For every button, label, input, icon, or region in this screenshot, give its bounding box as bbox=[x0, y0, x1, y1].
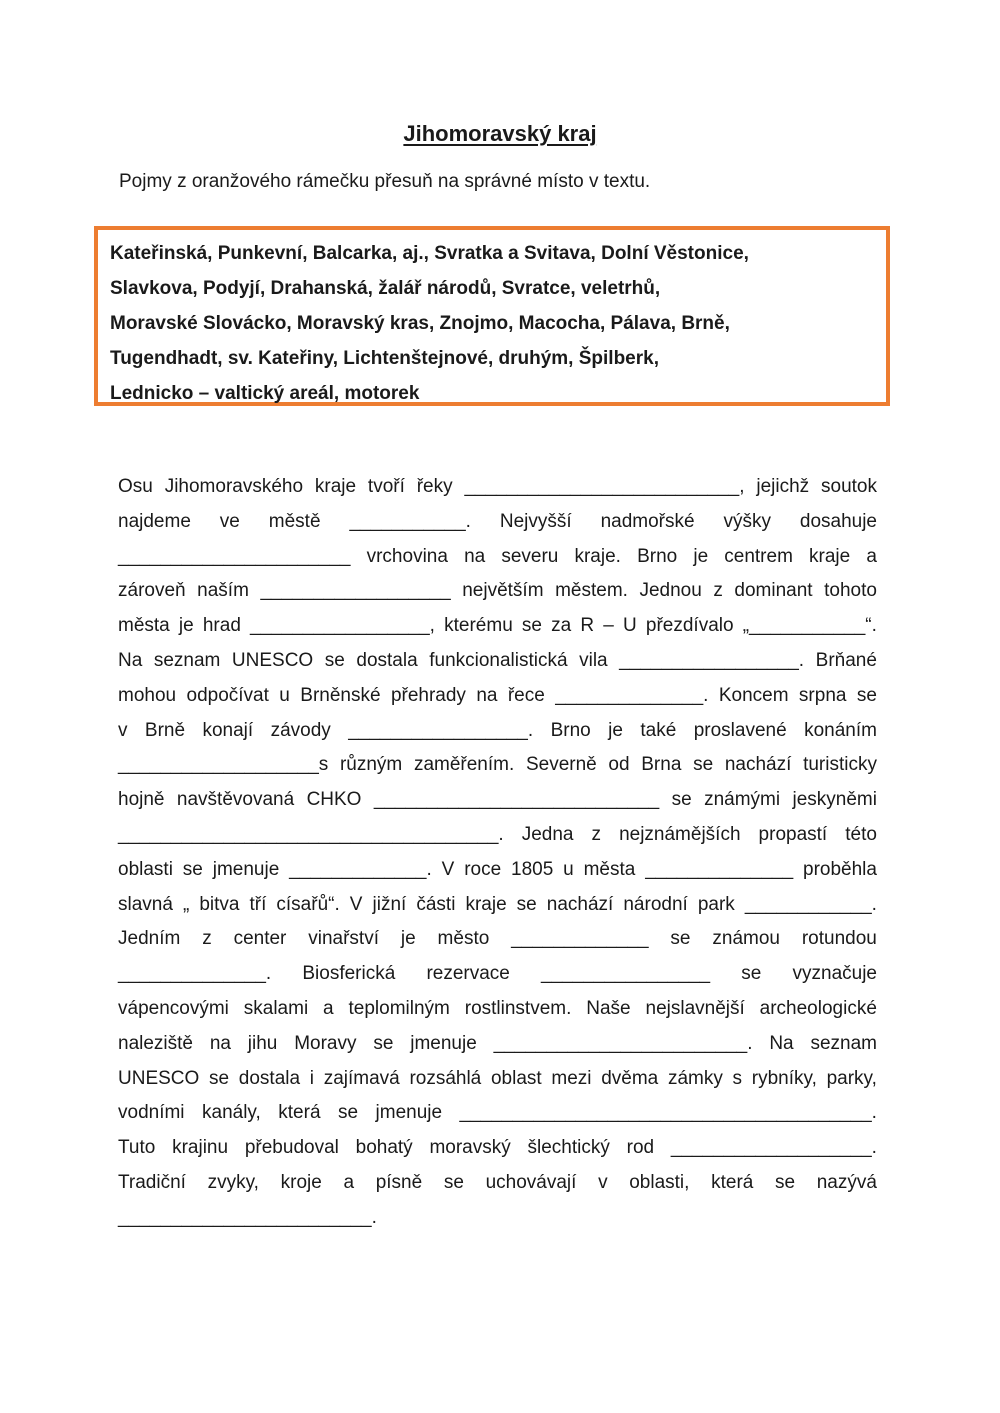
paragraph-line bbox=[118, 957, 877, 992]
paragraph-word: kraje. bbox=[574, 545, 621, 567]
paragraph-word: Naše bbox=[586, 997, 631, 1019]
instruction-text: Pojmy z oranžového rámečku přesuň na správné místo v textu. bbox=[119, 171, 651, 192]
paragraph-word: seznam bbox=[810, 1032, 877, 1054]
paragraph-line bbox=[118, 609, 877, 644]
answer-blank[interactable]: _________________. bbox=[348, 719, 534, 741]
paragraph-word: mohou bbox=[118, 684, 177, 706]
paragraph-word: kanály, bbox=[202, 1102, 261, 1124]
paragraph-word: soutok bbox=[821, 476, 877, 497]
paragraph-word: odpočívat bbox=[186, 684, 269, 706]
paragraph-word: se bbox=[741, 963, 762, 985]
paragraph-word: V bbox=[441, 858, 455, 880]
paragraph-word: hrad bbox=[202, 615, 241, 637]
paragraph-word: dominant bbox=[734, 580, 813, 602]
paragraph-word: dvěma bbox=[601, 1067, 659, 1089]
paragraph-word: „ bbox=[182, 893, 190, 915]
paragraph-word: kraje bbox=[809, 545, 851, 567]
paragraph-word: najdeme bbox=[118, 510, 191, 532]
paragraph-word: parky, bbox=[826, 1067, 877, 1089]
paragraph-word: ve bbox=[219, 510, 240, 532]
paragraph-word: je bbox=[608, 719, 623, 741]
paragraph-word: tvoří bbox=[367, 476, 405, 497]
paragraph-line bbox=[118, 888, 877, 923]
paragraph-word: vila bbox=[579, 649, 608, 671]
paragraph-word: se bbox=[521, 615, 542, 637]
paragraph-word: bohatý bbox=[355, 1137, 413, 1159]
paragraph-word: jihu bbox=[247, 1032, 278, 1054]
paragraph-word: písně bbox=[375, 1171, 423, 1193]
paragraph-word: vinařství bbox=[308, 928, 379, 950]
paragraph-word: oblast bbox=[490, 1067, 542, 1089]
paragraph-line bbox=[118, 853, 877, 888]
paragraph-word: Brno bbox=[637, 545, 678, 567]
paragraph-word: císařů“. bbox=[276, 893, 340, 915]
paragraph-word: v bbox=[598, 1171, 608, 1193]
paragraph-word: CHKO bbox=[306, 789, 362, 811]
answer-blank[interactable]: ______________ bbox=[645, 858, 794, 880]
paragraph-word: město bbox=[437, 928, 490, 950]
paragraph-word: u bbox=[563, 858, 574, 880]
paragraph-word: města bbox=[118, 615, 170, 637]
paragraph-line bbox=[118, 574, 877, 609]
paragraph-word: nachází bbox=[546, 893, 614, 915]
paragraph-line bbox=[118, 748, 877, 783]
paragraph-word: Brně bbox=[144, 719, 186, 741]
paragraph-word: se bbox=[324, 649, 345, 671]
paragraph-word: archeologické bbox=[759, 997, 877, 1019]
paragraph-word: se bbox=[775, 1171, 796, 1193]
paragraph-word: dostala bbox=[238, 1067, 301, 1089]
paragraph-word: která bbox=[278, 1102, 321, 1124]
paragraph-word: rezervace bbox=[426, 963, 510, 985]
paragraph-word: se bbox=[693, 754, 714, 776]
paragraph-word: Osu bbox=[118, 476, 153, 497]
paragraph-word: městě bbox=[268, 510, 321, 532]
paragraph-word: nadmořské bbox=[600, 510, 695, 532]
word-bank-line[interactable]: Tugendhadt, sv. Kateřiny, Lichtenštejnové, druhým, Špilberk, bbox=[110, 348, 659, 369]
answer-blank[interactable]: _________________. bbox=[619, 649, 805, 671]
paragraph-word: skalami bbox=[243, 997, 309, 1019]
paragraph-line bbox=[118, 1166, 877, 1201]
paragraph-word: jeskyněmi bbox=[792, 789, 877, 811]
paragraph-line bbox=[118, 644, 877, 679]
paragraph-word: od bbox=[608, 754, 630, 776]
answer-blank[interactable]: ___________________________ bbox=[373, 789, 660, 811]
page-title: Jihomoravský kraj bbox=[403, 121, 597, 146]
answer-blank[interactable]: ____________. bbox=[744, 893, 877, 915]
paragraph-word: naleziště bbox=[118, 1032, 193, 1054]
paragraph-word: řece bbox=[507, 684, 545, 706]
paragraph-word: dostala bbox=[356, 649, 418, 671]
answer-blank[interactable]: ___________________s bbox=[118, 754, 329, 776]
paragraph-word: UNESCO bbox=[231, 649, 314, 671]
paragraph-word: zajímavá bbox=[323, 1067, 400, 1089]
paragraph-word: UNESCO bbox=[118, 1067, 200, 1089]
paragraph-word: se bbox=[443, 1171, 464, 1193]
paragraph-word: slavná bbox=[118, 893, 173, 915]
paragraph-word: seznam bbox=[153, 649, 221, 671]
paragraph-word: také bbox=[640, 719, 677, 741]
paragraph-line bbox=[118, 818, 877, 853]
paragraph-word: Na bbox=[769, 1032, 794, 1054]
paragraph-word: vrchovina bbox=[366, 545, 448, 567]
paragraph-word: nachází bbox=[724, 754, 792, 776]
paragraph-word: této bbox=[845, 823, 877, 845]
paragraph-word: rotundou bbox=[801, 928, 877, 950]
paragraph-word: známou bbox=[712, 928, 780, 950]
answer-blank[interactable]: ___________. bbox=[349, 510, 471, 532]
paragraph-word: Jihomoravského bbox=[164, 476, 304, 497]
answer-blank[interactable]: __________________ bbox=[260, 580, 451, 602]
paragraph-word: vápencovými bbox=[118, 997, 229, 1019]
paragraph-word: na bbox=[464, 545, 486, 567]
paragraph-line bbox=[118, 1062, 877, 1097]
paragraph-word: Tradiční bbox=[118, 1171, 186, 1193]
paragraph-word: se bbox=[373, 1032, 394, 1054]
paragraph-word: různým bbox=[339, 754, 403, 776]
paragraph-word: kroje bbox=[280, 1171, 322, 1193]
paragraph-word: Jedním bbox=[118, 928, 181, 950]
paragraph-line bbox=[118, 540, 877, 575]
paragraph-word: Koncem bbox=[718, 684, 789, 706]
paragraph-word: je bbox=[178, 615, 194, 637]
paragraph-word: rod bbox=[626, 1137, 655, 1159]
paragraph-word: se bbox=[670, 928, 691, 950]
paragraph-word: šlechtický bbox=[527, 1137, 610, 1159]
paragraph-word: nejslavnější bbox=[645, 997, 745, 1019]
paragraph-word: je bbox=[400, 928, 416, 950]
word-bank-line[interactable]: Moravské Slovácko, Moravský kras, Znojmo, Macocha, Pálava, Brně, bbox=[110, 313, 730, 334]
paragraph-word: naším bbox=[197, 580, 249, 602]
paragraph-word: teplomilným bbox=[348, 997, 450, 1019]
paragraph-word: zároveň bbox=[118, 580, 186, 602]
paragraph-word: Severně bbox=[525, 754, 597, 776]
paragraph-word: Na bbox=[118, 649, 143, 671]
paragraph-word: a bbox=[323, 997, 334, 1019]
paragraph-word: části bbox=[416, 893, 456, 915]
answer-blank[interactable]: ___________________. bbox=[670, 1137, 877, 1159]
paragraph-line bbox=[118, 714, 877, 749]
paragraph-line bbox=[118, 992, 877, 1027]
paragraph-word: rostlinstvem. bbox=[464, 997, 572, 1019]
answer-blank[interactable]: __________________________, bbox=[464, 476, 745, 497]
paragraph-line bbox=[118, 922, 877, 957]
paragraph-word: se bbox=[209, 1067, 230, 1089]
paragraph-word: přezdívalo bbox=[645, 615, 734, 637]
paragraph-word: s bbox=[732, 1067, 743, 1089]
word-bank-line[interactable]: Lednicko – valtický areál, motorek bbox=[110, 383, 420, 404]
paragraph-line bbox=[118, 1201, 877, 1236]
paragraph-word: proběhla bbox=[803, 858, 877, 880]
paragraph-word: jejichž bbox=[756, 476, 810, 497]
paragraph-word: jižní bbox=[372, 893, 407, 915]
paragraph-word: výšky bbox=[723, 510, 771, 532]
paragraph-word: uchovávají bbox=[485, 1171, 577, 1193]
paragraph-word: se bbox=[516, 893, 537, 915]
paragraph-word: proslavené bbox=[693, 719, 787, 741]
paragraph-line bbox=[118, 783, 877, 818]
paragraph-word: tří bbox=[249, 893, 267, 915]
paragraph-word: kraje bbox=[465, 893, 507, 915]
paragraph-word: Brna bbox=[641, 754, 682, 776]
paragraph-word: roce bbox=[464, 858, 502, 880]
paragraph-word: a bbox=[866, 545, 877, 567]
paragraph-word: kraje bbox=[314, 476, 357, 497]
paragraph-word: krajinu bbox=[172, 1137, 229, 1159]
paragraph-word: R bbox=[580, 615, 595, 637]
paragraph-word: vodními bbox=[118, 1102, 185, 1124]
answer-blank[interactable]: _________________, bbox=[250, 615, 435, 637]
paragraph-word: města bbox=[583, 858, 636, 880]
paragraph-word: turisticky bbox=[803, 754, 877, 776]
paragraph-line bbox=[118, 1096, 877, 1131]
paragraph-word: Tuto bbox=[118, 1137, 156, 1159]
paragraph-word: mezi bbox=[551, 1067, 592, 1089]
paragraph-word: z bbox=[202, 928, 212, 950]
word-bank-line[interactable]: Slavkova, Podyjí, Drahanská, žalář národů, Svratce, veletrhů, bbox=[110, 278, 661, 299]
paragraph-word: přehrady bbox=[390, 684, 466, 706]
paragraph-word: severu bbox=[501, 545, 559, 567]
answer-blank[interactable]: ____________________________________. bbox=[118, 823, 504, 845]
paragraph-word: srpna bbox=[798, 684, 847, 706]
paragraph-word: oblasti, bbox=[629, 1171, 690, 1193]
paragraph-word: z bbox=[713, 580, 723, 602]
paragraph-word: rozsáhlá bbox=[409, 1067, 482, 1089]
paragraph-line bbox=[118, 505, 877, 540]
answer-blank[interactable]: ______________. bbox=[118, 963, 272, 985]
paragraph-word: Jedna bbox=[521, 823, 574, 845]
paragraph-word: nejznámějších bbox=[619, 823, 741, 845]
answer-blank[interactable]: ________________ bbox=[541, 963, 711, 985]
paragraph-word: oblasti bbox=[118, 858, 173, 880]
paragraph-word: se bbox=[337, 1102, 359, 1124]
paragraph-word: Jednou bbox=[639, 580, 702, 602]
answer-blank[interactable]: _____________ bbox=[511, 928, 649, 950]
paragraph-word: konáním bbox=[804, 719, 877, 741]
paragraph-word: zámky bbox=[667, 1067, 723, 1089]
paragraph-word: V bbox=[349, 893, 363, 915]
paragraph-word: známými bbox=[704, 789, 781, 811]
paragraph-word: tohoto bbox=[824, 580, 877, 602]
paragraph-word: moravský bbox=[429, 1137, 511, 1159]
paragraph-word: Nejvyšší bbox=[499, 510, 572, 532]
answer-blank[interactable]: _____________. bbox=[289, 858, 432, 880]
paragraph-word: jmenuje bbox=[212, 858, 280, 880]
paragraph-word: Brňané bbox=[815, 649, 877, 671]
paragraph-word: se bbox=[856, 684, 877, 706]
paragraph-word: kterému bbox=[444, 615, 513, 637]
paragraph-word: nazývá bbox=[816, 1171, 877, 1193]
fill-in-paragraph bbox=[118, 470, 877, 1236]
answer-blank[interactable]: ______________________ bbox=[118, 545, 351, 567]
paragraph-word: jmenuje bbox=[375, 1102, 443, 1124]
paragraph-word: je bbox=[693, 545, 709, 567]
paragraph-word: Brno bbox=[550, 719, 591, 741]
answer-blank[interactable]: „___________“. bbox=[742, 615, 877, 637]
paragraph-word: se bbox=[671, 789, 692, 811]
paragraph-word: se bbox=[182, 858, 203, 880]
paragraph-word: – bbox=[603, 615, 614, 637]
paragraph-line bbox=[118, 1027, 877, 1062]
word-bank-line[interactable]: Kateřinská, Punkevní, Balcarka, aj., Svratka a Svitava, Dolní Věstonice, bbox=[110, 243, 749, 264]
paragraph-word: přebudoval bbox=[244, 1137, 339, 1159]
paragraph-word: konají bbox=[202, 719, 254, 741]
paragraph-word: u bbox=[279, 684, 290, 706]
paragraph-line bbox=[118, 470, 877, 505]
paragraph-word: závody bbox=[270, 719, 331, 741]
paragraph-word: i bbox=[309, 1067, 314, 1089]
paragraph-word: a bbox=[343, 1171, 355, 1193]
paragraph-word: rybníky, bbox=[751, 1067, 817, 1089]
paragraph-word: na bbox=[209, 1032, 231, 1054]
paragraph-word: městem. bbox=[555, 580, 628, 602]
paragraph-word: dosahuje bbox=[799, 510, 877, 532]
paragraph-word: v bbox=[118, 719, 128, 741]
paragraph-word: Biosferická bbox=[302, 963, 396, 985]
paragraph-word: za bbox=[551, 615, 572, 637]
paragraph-word: propastí bbox=[758, 823, 828, 845]
paragraph-word: největším bbox=[462, 580, 544, 602]
answer-blank[interactable]: _______________________________________. bbox=[459, 1102, 877, 1124]
paragraph-word: U bbox=[623, 615, 637, 637]
paragraph-word: zaměřením. bbox=[413, 754, 515, 776]
paragraph-word: 1805 bbox=[511, 858, 554, 880]
paragraph-word: center bbox=[233, 928, 287, 950]
paragraph-word: národní bbox=[623, 893, 688, 915]
paragraph-word: z bbox=[591, 823, 602, 845]
paragraph-line bbox=[118, 1131, 877, 1166]
paragraph-word: jmenuje bbox=[410, 1032, 477, 1054]
answer-blank[interactable]: ______________. bbox=[555, 684, 709, 706]
paragraph-word: funkcionalistická bbox=[429, 649, 568, 671]
paragraph-word: hojně bbox=[118, 789, 165, 811]
paragraph-word: vyznačuje bbox=[792, 963, 877, 985]
answer-blank[interactable]: ________________________. bbox=[493, 1032, 753, 1054]
paragraph-word: bitva bbox=[199, 893, 240, 915]
paragraph-line bbox=[118, 679, 877, 714]
paragraph-word: Brněnské bbox=[300, 684, 381, 706]
paragraph-word: centrem bbox=[724, 545, 793, 567]
paragraph-word: řeky bbox=[416, 476, 453, 497]
paragraph-word: Moravy bbox=[294, 1032, 357, 1054]
paragraph-word: park bbox=[697, 893, 735, 915]
answer-blank[interactable]: ________________________. bbox=[118, 1206, 377, 1228]
paragraph-word: navštěvovaná bbox=[176, 789, 295, 811]
paragraph-word: zvyky, bbox=[207, 1171, 259, 1193]
paragraph-word: na bbox=[476, 684, 498, 706]
paragraph-word: která bbox=[711, 1171, 754, 1193]
word-bank-box bbox=[94, 226, 890, 406]
